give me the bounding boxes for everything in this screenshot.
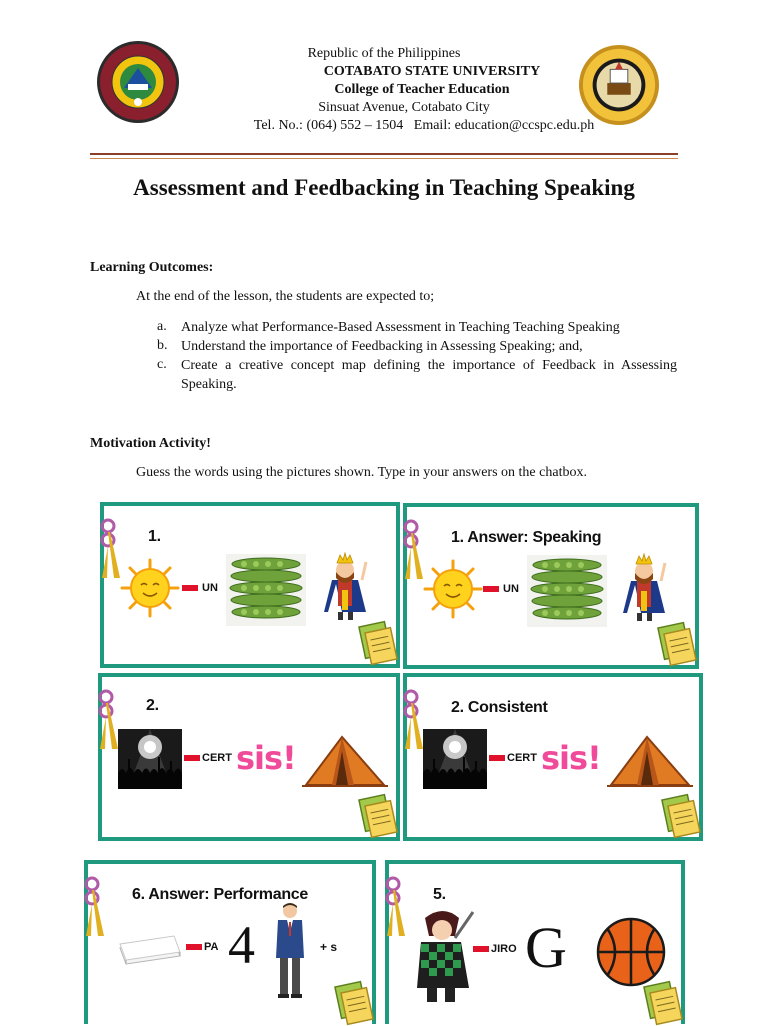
notebook-icon — [641, 980, 683, 1026]
puzzle-card-2 — [98, 673, 400, 841]
outcome-item: Understand the importance of Feedbacking in Assessing Speaking; and, — [181, 339, 583, 354]
header-address: Sinsuat Avenue, Cotabato City — [318, 100, 490, 115]
header-university: COTABATO STATE UNIVERSITY — [323, 64, 541, 79]
basketball-picture — [595, 916, 667, 988]
puzzle-card-5 — [385, 860, 685, 1024]
minus-sign — [483, 586, 499, 592]
card-title: 1. Answer: Speaking — [451, 529, 602, 546]
card-label: UN — [202, 582, 218, 594]
minus-sign — [186, 944, 202, 950]
paper-stack-picture — [114, 926, 184, 966]
sun-picture — [120, 558, 180, 618]
motivation-instruction: Guess the words using the pictures shown. Type in your answers on the chatbox. — [136, 465, 587, 480]
outcome-marker: b. — [157, 338, 168, 353]
card-label: JIRO — [491, 943, 517, 955]
notebook-icon — [659, 793, 701, 839]
peas-picture — [226, 554, 306, 626]
learning-outcomes-intro: At the end of the lesson, the students are expected to; — [136, 289, 435, 304]
card-title: 1. — [148, 528, 161, 545]
outcome-item: Analyze what Performance-Based Assessment in Teaching Teaching Speaking — [181, 320, 620, 335]
minus-sign — [489, 755, 505, 761]
header-country: Republic of the Philippines — [307, 46, 461, 61]
paper-clip-icon — [82, 876, 108, 940]
plus-s-label: + s — [320, 940, 338, 954]
card-title: 2. — [146, 697, 159, 714]
sun-picture — [423, 559, 483, 619]
header-rule-thin — [90, 158, 678, 159]
card-label: PA — [204, 941, 219, 953]
notebook-icon — [356, 793, 398, 839]
card-title: 5. — [433, 886, 446, 903]
header-college: College of Teacher Education — [334, 82, 510, 97]
tent-picture — [607, 729, 695, 789]
card-label: CERT — [202, 752, 232, 764]
sis-word-picture: sis! — [541, 739, 601, 777]
minus-sign — [184, 755, 200, 761]
card-label: CERT — [507, 752, 537, 764]
king-picture — [617, 551, 671, 623]
minus-sign — [473, 946, 489, 952]
sis-word-picture: sis! — [236, 739, 296, 777]
peas-picture — [527, 555, 607, 627]
minus-sign — [182, 585, 198, 591]
puzzle-card-1 — [100, 502, 400, 668]
notebook-icon — [655, 621, 697, 667]
header-contact: Tel. No.: (064) 552 – 1504 Email: education@ccspc.edu.ph — [253, 118, 595, 133]
outcome-marker: a. — [157, 319, 167, 334]
concert-picture — [118, 729, 182, 789]
digit-four-picture: 4 — [228, 915, 255, 975]
page-title: Assessment and Feedbacking in Teaching Speaking — [133, 175, 635, 200]
concert-picture — [423, 729, 487, 789]
puzzle-card-answer-6 — [84, 860, 376, 1024]
paper-clip-icon — [383, 876, 409, 940]
card-label: UN — [503, 583, 519, 595]
tanjiro-picture — [411, 908, 475, 1004]
outcome-item: Create a creative concept map defining the importance of Feedback in Assessing Speaking. — [181, 358, 677, 392]
header-rule — [90, 153, 678, 155]
puzzle-card-answer-2 — [403, 673, 703, 841]
tent-picture — [302, 729, 390, 789]
letter-g-picture: G — [525, 915, 567, 980]
businessman-picture — [270, 902, 310, 1002]
motivation-heading: Motivation Activity! — [90, 436, 211, 451]
card-title: 2. Consistent — [451, 699, 548, 716]
outcome-marker: c. — [157, 357, 167, 372]
card-title: 6. Answer: Performance — [132, 886, 308, 903]
learning-outcomes-heading: Learning Outcomes: — [90, 260, 214, 275]
king-picture — [318, 550, 372, 622]
notebook-icon — [332, 980, 374, 1026]
puzzle-card-answer-1 — [403, 503, 699, 669]
notebook-icon — [356, 620, 398, 666]
